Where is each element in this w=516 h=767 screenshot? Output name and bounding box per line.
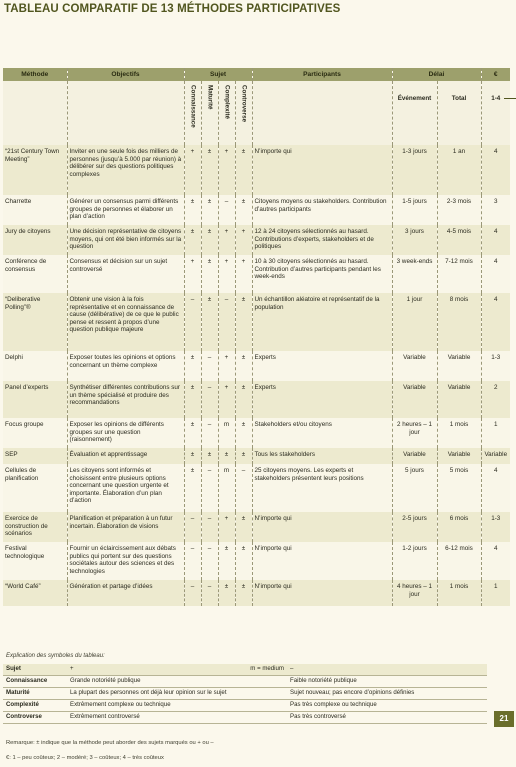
- cell-evenement: 2-5 jours: [392, 512, 437, 542]
- legend-table: [3, 664, 487, 724]
- cell-total: 5 mois: [437, 464, 481, 512]
- cell-maturite: –: [201, 512, 218, 542]
- subheader-controverse: Controverse: [240, 85, 248, 123]
- cell-controverse: ±: [235, 293, 252, 351]
- subheader-empty: [252, 81, 392, 145]
- cell-complexite: ±: [218, 542, 235, 580]
- margin-rule: [504, 98, 516, 99]
- cell-methode: “Deliberative Polling”®: [3, 293, 67, 351]
- cell-controverse: ±: [235, 512, 252, 542]
- cell-connaissance: –: [184, 542, 201, 580]
- cell-cout: 2: [481, 381, 510, 418]
- cell-methode: “21st Century Town Meeting”: [3, 145, 67, 195]
- cell-evenement: 1-5 jours: [392, 195, 437, 225]
- legend-plus: La plupart des personnes ont déjà leur opinion sur le sujet: [67, 688, 287, 700]
- cell-controverse: ±: [235, 448, 252, 464]
- legend-name: Complexité: [3, 700, 67, 712]
- subheader-total-cell: [437, 81, 481, 145]
- table-row: [3, 580, 510, 606]
- subheader-maturite: Maturité: [206, 85, 214, 110]
- legend-minus: Sujet nouveau; pas encore d’opinions définies: [287, 688, 487, 700]
- cell-connaissance: +: [184, 255, 201, 293]
- cell-methode: Exercice de construction de scénarios: [3, 512, 67, 542]
- cell-evenement: 4 heures – 1 jour: [392, 580, 437, 606]
- cell-objectifs: Consensus et décision sur un sujet controversé: [67, 255, 184, 293]
- cell-objectifs: Une décision représentative de citoyens moyens, qui ont été bien informés sur la question: [67, 225, 184, 255]
- cell-evenement: 2 heures – 1 jour: [392, 418, 437, 448]
- cell-connaissance: –: [184, 512, 201, 542]
- legend-header-medium: m = medium: [250, 665, 284, 672]
- cell-total: 8 mois: [437, 293, 481, 351]
- cell-connaissance: ±: [184, 418, 201, 448]
- cell-objectifs: Synthétiser différentes contributions sur un thème spécialisé et produire des recommandations: [67, 381, 184, 418]
- cell-participants: Un échantillon aléatoire et représentatif de la population: [252, 293, 392, 351]
- col-header-cout: €: [481, 68, 510, 81]
- cell-methode: Panel d’experts: [3, 381, 67, 418]
- cell-total: 7-12 mois: [437, 255, 481, 293]
- legend-name: Maturité: [3, 688, 67, 700]
- cell-evenement: Variable: [392, 381, 437, 418]
- cell-connaissance: ±: [184, 381, 201, 418]
- legend-header-minus: –: [287, 664, 487, 676]
- cell-objectifs: Inviter en une seule fois des milliers de personnes (jusqu’à 5.000 par réunion) à délibérer sur des questions politiques complexes: [67, 145, 184, 195]
- table-row: [3, 145, 510, 195]
- table-row: [3, 255, 510, 293]
- table-row: [3, 418, 510, 448]
- cell-participants: N’importe qui: [252, 145, 392, 195]
- cell-maturite: ±: [201, 448, 218, 464]
- table-row: [3, 225, 510, 255]
- cell-complexite: ±: [218, 448, 235, 464]
- cell-complexite: +: [218, 351, 235, 381]
- cell-controverse: ±: [235, 418, 252, 448]
- cell-evenement: 1-2 jours: [392, 542, 437, 580]
- cell-complexite: +: [218, 381, 235, 418]
- table-row: [3, 195, 510, 225]
- cell-connaissance: +: [184, 145, 201, 195]
- cell-connaissance: ±: [184, 195, 201, 225]
- legend-header-plus-cell: [67, 664, 287, 676]
- table-row: [3, 464, 510, 512]
- legend-minus: Pas très controversé: [287, 712, 487, 724]
- legend-caption: Explication des symboles du tableau:: [6, 653, 105, 659]
- cell-participants: Experts: [252, 381, 392, 418]
- legend-row: [3, 712, 487, 724]
- cell-maturite: ±: [201, 255, 218, 293]
- cell-objectifs: Fournir un éclaircissement aux débats publics qui portent sur des questions sociétales autour des sciences et des technologies: [67, 542, 184, 580]
- subheader-complexite: Complexité: [223, 85, 231, 119]
- cell-controverse: ±: [235, 542, 252, 580]
- col-header-objectifs: Objectifs: [67, 68, 184, 81]
- remark-note: Remarque: ± indique que la méthode peut aborder des sujets marqués ou + ou –: [6, 740, 214, 746]
- cell-participants: Tous les stakeholders: [252, 448, 392, 464]
- cell-objectifs: Les citoyens sont informés et choisissent entre plusieurs options concernant une question urgente et importante. Élaboration d’un plan d’action: [67, 464, 184, 512]
- cell-maturite: ±: [201, 225, 218, 255]
- cell-evenement: Variable: [392, 351, 437, 381]
- subheader-maturite-cell: [201, 81, 218, 145]
- cell-objectifs: Génération et partage d’idées: [67, 580, 184, 606]
- cell-maturite: –: [201, 381, 218, 418]
- cell-total: 1 an: [437, 145, 481, 195]
- cell-complexite: m: [218, 418, 235, 448]
- table-row: [3, 448, 510, 464]
- cell-cout: 1-3: [481, 512, 510, 542]
- cell-maturite: –: [201, 418, 218, 448]
- cell-methode: Focus groupe: [3, 418, 67, 448]
- col-header-sujet: Sujet: [184, 68, 252, 81]
- cell-controverse: ±: [235, 381, 252, 418]
- col-header-delai: Délai: [392, 68, 481, 81]
- comparison-table: [3, 68, 510, 606]
- legend-name: Controverse: [3, 712, 67, 724]
- cell-maturite: –: [201, 464, 218, 512]
- legend-name: Connaissance: [3, 676, 67, 688]
- subheader-empty: [3, 81, 67, 145]
- cell-connaissance: ±: [184, 464, 201, 512]
- cell-methode: SEP: [3, 448, 67, 464]
- subheader-cout-range: 1-4: [491, 95, 501, 102]
- legend-minus: Pas très complexe ou technique: [287, 700, 487, 712]
- cell-objectifs: Planification et préparation à un futur incertain. Élaboration de visions: [67, 512, 184, 542]
- cell-complexite: +: [218, 512, 235, 542]
- cell-total: Variable: [437, 381, 481, 418]
- cell-methode: Conférence de consensus: [3, 255, 67, 293]
- cell-complexite: ±: [218, 580, 235, 606]
- cell-total: Variable: [437, 351, 481, 381]
- cell-evenement: Variable: [392, 448, 437, 464]
- table-row: [3, 512, 510, 542]
- cell-evenement: 1 jour: [392, 293, 437, 351]
- cell-connaissance: ±: [184, 225, 201, 255]
- cell-total: 6-12 mois: [437, 542, 481, 580]
- legend-row: [3, 676, 487, 688]
- legend-header-row: [3, 664, 487, 676]
- cell-connaissance: –: [184, 580, 201, 606]
- cell-evenement: 3 week-ends: [392, 255, 437, 293]
- legend-plus: Grande notoriété publique: [67, 676, 287, 688]
- cell-cout: 4: [481, 464, 510, 512]
- cell-participants: Citoyens moyens ou stakeholders. Contribution d’autres participants: [252, 195, 392, 225]
- cell-methode: Festival technologique: [3, 542, 67, 580]
- cell-participants: 25 citoyens moyens. Les experts et stakeholders présentent leurs positions: [252, 464, 392, 512]
- legend-minus: Faible notoriété publique: [287, 676, 487, 688]
- cell-methode: Jury de citoyens: [3, 225, 67, 255]
- cell-objectifs: Obtenir une vision à la fois représentative et en connaissance de cause (délibérative) de ce que le public pense et ressent à propos d’une question publique majeure: [67, 293, 184, 351]
- cell-total: Variable: [437, 448, 481, 464]
- cell-evenement: 1-3 jours: [392, 145, 437, 195]
- page-title: TABLEAU COMPARATIF DE 13 MÉTHODES PARTICIPATIVES: [4, 3, 341, 15]
- col-header-methode: Méthode: [3, 68, 67, 81]
- cell-methode: Charrette: [3, 195, 67, 225]
- legend-header-plus: +: [70, 665, 74, 672]
- cell-cout: 4: [481, 225, 510, 255]
- cell-maturite: ±: [201, 145, 218, 195]
- table-row: [3, 542, 510, 580]
- cell-objectifs: Générer un consensus parmi différents groupes de personnes et élaborer un plan d’action: [67, 195, 184, 225]
- subheader-connaissance: Connaissance: [189, 85, 197, 128]
- cell-total: 4-5 mois: [437, 225, 481, 255]
- cell-cout: Variable: [481, 448, 510, 464]
- table-row: [3, 381, 510, 418]
- cell-participants: 10 à 30 citoyens sélectionnés au hasard. Contribution d’autres participants pendant les week-ends: [252, 255, 392, 293]
- cell-controverse: +: [235, 255, 252, 293]
- table-row: [3, 293, 510, 351]
- legend-plus: Extrêmement complexe ou technique: [67, 700, 287, 712]
- cell-maturite: –: [201, 351, 218, 381]
- cell-connaissance: ±: [184, 351, 201, 381]
- cell-evenement: 5 jours: [392, 464, 437, 512]
- cell-complexite: +: [218, 145, 235, 195]
- col-header-participants: Participants: [252, 68, 392, 81]
- cell-complexite: –: [218, 293, 235, 351]
- subheader-evenement: Événement: [397, 95, 432, 102]
- cell-controverse: –: [235, 464, 252, 512]
- cell-cout: 3: [481, 195, 510, 225]
- cell-objectifs: Exposer toutes les opinions et options concernant un thème complexe: [67, 351, 184, 381]
- cell-cout: 4: [481, 542, 510, 580]
- header-row: [3, 68, 510, 81]
- cell-controverse: ±: [235, 195, 252, 225]
- cell-complexite: +: [218, 255, 235, 293]
- legend-header-sujet: Sujet: [3, 664, 67, 676]
- subheader-row: [3, 81, 510, 145]
- cell-total: 2-3 mois: [437, 195, 481, 225]
- cell-total: 1 mois: [437, 418, 481, 448]
- cell-cout: 1: [481, 418, 510, 448]
- page-number-badge: 21: [494, 711, 514, 727]
- cell-controverse: ±: [235, 145, 252, 195]
- cell-participants: Stakeholders et/ou citoyens: [252, 418, 392, 448]
- legend-body: [3, 676, 487, 724]
- subheader-controverse-cell: [235, 81, 252, 145]
- legend-row: [3, 688, 487, 700]
- cell-objectifs: Évaluation et apprentissage: [67, 448, 184, 464]
- cell-cout: 1-3: [481, 351, 510, 381]
- table-row: [3, 351, 510, 381]
- cell-controverse: +: [235, 225, 252, 255]
- cell-participants: N’importe qui: [252, 542, 392, 580]
- cell-total: 6 mois: [437, 512, 481, 542]
- cell-maturite: ±: [201, 293, 218, 351]
- cell-complexite: m: [218, 464, 235, 512]
- legend-row: [3, 700, 487, 712]
- cell-methode: Cellules de planification: [3, 464, 67, 512]
- cell-connaissance: –: [184, 293, 201, 351]
- cell-methode: Delphi: [3, 351, 67, 381]
- table-body: [3, 145, 510, 606]
- cell-complexite: –: [218, 195, 235, 225]
- legend-plus: Extrêmement controversé: [67, 712, 287, 724]
- cell-controverse: ±: [235, 580, 252, 606]
- subheader-total: Total: [451, 95, 467, 102]
- cell-cout: 4: [481, 145, 510, 195]
- cell-objectifs: Exposer les opinions de différents groupes sur une question (raisonnement): [67, 418, 184, 448]
- cell-maturite: –: [201, 580, 218, 606]
- cell-participants: Experts: [252, 351, 392, 381]
- cell-cout: 1: [481, 580, 510, 606]
- cell-maturite: –: [201, 542, 218, 580]
- cell-methode: “World Café”: [3, 580, 67, 606]
- cell-cout: 4: [481, 255, 510, 293]
- cell-participants: N’importe qui: [252, 580, 392, 606]
- cost-note: €: 1 – peu coûteux; 2 – modéré; 3 – coûteux; 4 – très coûteux: [6, 755, 164, 761]
- cell-complexite: +: [218, 225, 235, 255]
- cell-maturite: ±: [201, 195, 218, 225]
- cell-controverse: ±: [235, 351, 252, 381]
- subheader-evenement-cell: [392, 81, 437, 145]
- cell-participants: 12 à 24 citoyens sélectionnés au hasard. Contributions d’experts, stakeholders et de politiques: [252, 225, 392, 255]
- subheader-complexite-cell: [218, 81, 235, 145]
- cell-cout: 4: [481, 293, 510, 351]
- cell-total: 1 mois: [437, 580, 481, 606]
- cell-participants: N’importe qui: [252, 512, 392, 542]
- subheader-empty: [67, 81, 184, 145]
- subheader-connaissance-cell: [184, 81, 201, 145]
- cell-connaissance: ±: [184, 448, 201, 464]
- cell-evenement: 3 jours: [392, 225, 437, 255]
- subheader-cout-cell: [481, 81, 510, 145]
